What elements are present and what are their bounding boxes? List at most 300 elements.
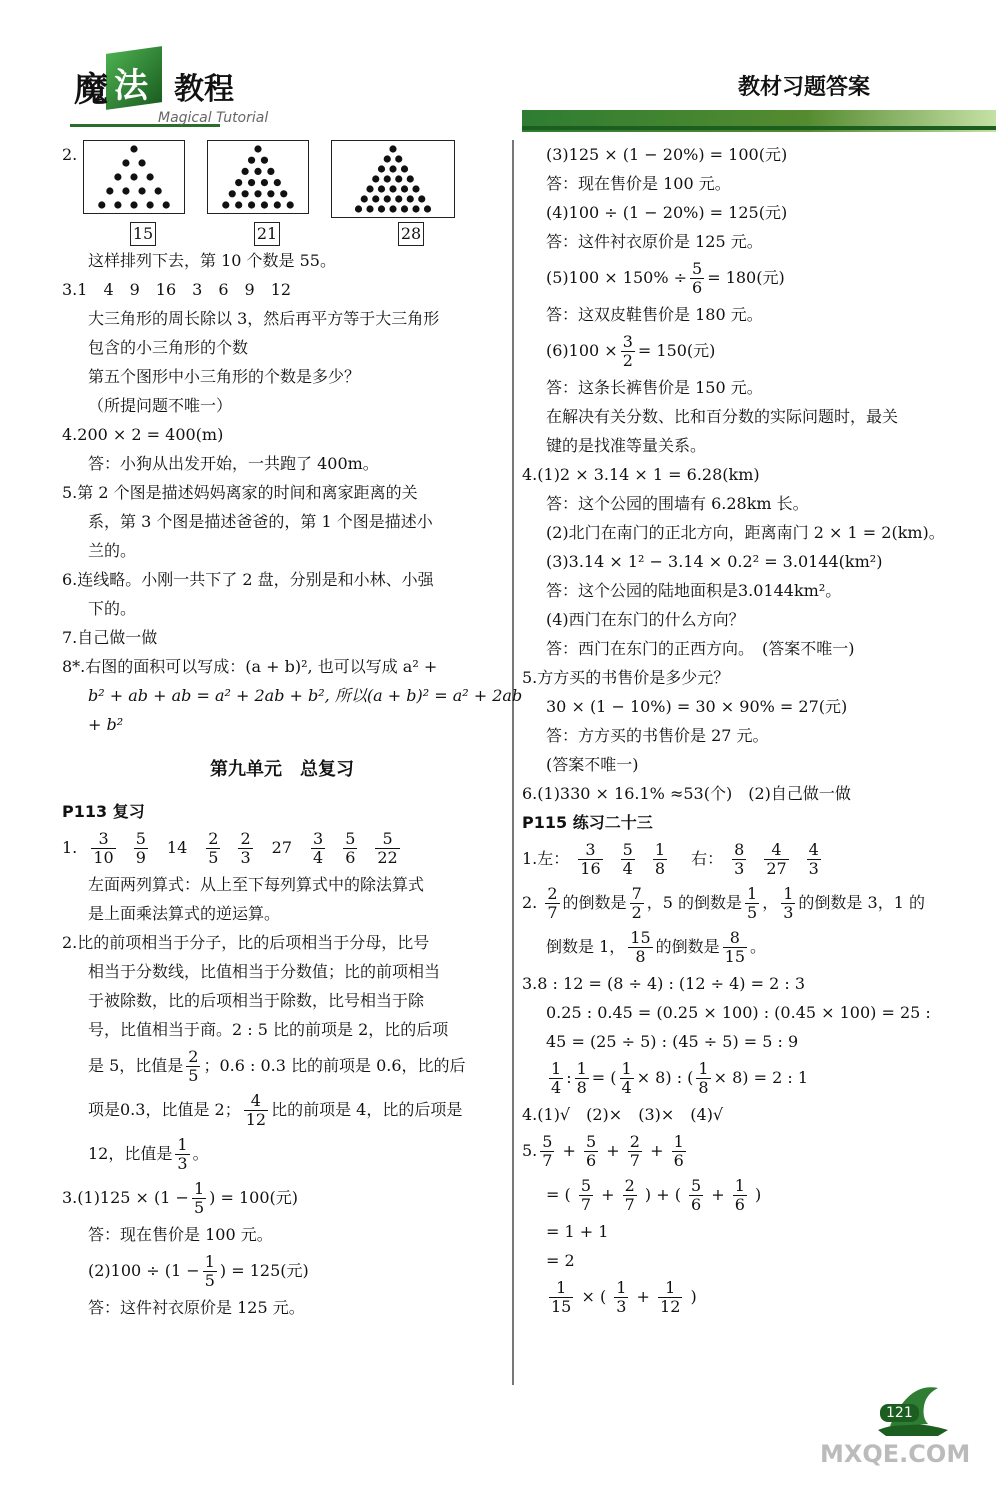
- fraction: [672, 1133, 686, 1170]
- r2-line-6: [62, 1088, 502, 1132]
- e-left-fractions: [569, 840, 676, 878]
- fraction: [575, 1060, 589, 1097]
- i-line-3: = 1 + 1: [546, 1222, 609, 1241]
- denominator: 8: [698, 1078, 709, 1097]
- dot: [115, 173, 122, 180]
- numerator: 1: [783, 884, 794, 903]
- denominator: 8: [635, 947, 646, 966]
- dot: [280, 190, 287, 197]
- denominator: 7: [629, 1151, 640, 1170]
- r3-line-1-a: 3.(1)125 × (1 −: [62, 1188, 189, 1207]
- triangle-label-2: 21: [254, 222, 280, 246]
- denominator: 7: [542, 1151, 553, 1170]
- dot: [367, 185, 374, 192]
- c-line-2: 30 × (1 − 10%) = 30 × 90% = 27(元): [546, 697, 848, 716]
- fraction: [614, 1279, 628, 1316]
- g-line-2: 0.25 : 0.45 = (0.25 × 100) : (0.45 × 100) = 25 :: [546, 1003, 931, 1022]
- numerator: 4: [244, 1092, 268, 1111]
- denominator: 4: [621, 1078, 632, 1097]
- numerator: 5: [580, 1176, 592, 1195]
- fraction: [186, 1048, 200, 1085]
- dot: [139, 159, 146, 166]
- r2-line-7-a: 12，比值是: [88, 1144, 173, 1163]
- fraction: [620, 1060, 634, 1097]
- c-line-3: 答：方方买的书售价是 27 元。: [546, 726, 769, 745]
- triangle-diagrams: [83, 140, 455, 218]
- dot: [235, 201, 242, 208]
- numerator: 3: [578, 841, 602, 860]
- q3-sequence: 3.1 4 9 16 3 6 9 12: [62, 280, 292, 299]
- q3-line-4: （所提问题不唯一）: [88, 396, 233, 415]
- q2-number: 2.: [62, 145, 78, 164]
- denominator: 6: [692, 278, 703, 297]
- r2-line-2: 相当于分数线，比值相当于分数值；比的前项相当: [88, 962, 441, 981]
- dot: [287, 201, 294, 208]
- a-line-7-a: (6)100 ×: [546, 341, 618, 360]
- dot: [107, 187, 114, 194]
- dot: [390, 165, 397, 172]
- dot: [395, 175, 402, 182]
- fraction: [764, 841, 788, 878]
- dot: [115, 201, 122, 208]
- denominator: 2: [631, 903, 642, 922]
- r3-line-3-a: (2)100 ÷ (1 −: [88, 1261, 200, 1280]
- r2-line-6-b: 比的前项是 4，比的后项是: [271, 1100, 463, 1119]
- fraction: [690, 260, 704, 297]
- dot: [372, 195, 379, 202]
- dot: [248, 201, 255, 208]
- numerator: 5: [692, 259, 703, 278]
- g-line-1: 3.8 : 12 = (8 ÷ 4) : (12 ÷ 4) = 2 : 3: [522, 974, 806, 993]
- fraction: [745, 885, 759, 922]
- g-line-3: 45 = (25 ÷ 5) : (45 ÷ 5) = 5 : 9: [546, 1032, 799, 1051]
- dot: [147, 173, 154, 180]
- triangle-diagram-3: [331, 140, 455, 218]
- a-line-5-a: (5)100 × 150% ÷: [546, 268, 688, 287]
- denominator: 15: [551, 1297, 572, 1316]
- fraction: [696, 1060, 710, 1097]
- r3-line-1-b: ) = 100(元): [209, 1188, 299, 1207]
- c-line-4: (答案不唯一): [546, 755, 639, 774]
- a-line-10: 键的是找准等量关系。: [546, 436, 707, 455]
- page-number: 121: [880, 1404, 919, 1422]
- i-line-5: $\frac{1}{15}$ × ( $\frac{1}{3}$ + $\frac{1}{12}$ ): [551, 1278, 697, 1316]
- fraction: 27: [271, 838, 292, 857]
- r2-line-5-a: 是 5，比值是: [88, 1056, 184, 1075]
- denominator: 2: [622, 351, 633, 370]
- dot: [390, 185, 397, 192]
- fraction: [732, 841, 746, 878]
- denominator: 3: [177, 1154, 188, 1173]
- r2-line-7-b: 。: [192, 1144, 209, 1163]
- left-column: [62, 140, 523, 1322]
- numerator: 1: [654, 840, 666, 859]
- numerator: 3: [313, 829, 324, 848]
- fraction: [549, 1060, 563, 1097]
- fraction: 14: [166, 838, 188, 857]
- dot: [274, 201, 281, 208]
- numerator: 4: [764, 841, 788, 860]
- e-right-fractions: [723, 840, 830, 878]
- r2-line-6-a: 项是0.3，比值是 2；: [88, 1100, 241, 1119]
- page-title: 教材习题答案: [737, 75, 870, 100]
- numerator: 1: [673, 1132, 684, 1151]
- numerator: 15: [630, 928, 651, 947]
- q2-figure: [62, 140, 502, 218]
- dot: [401, 205, 408, 212]
- numerator: 2: [624, 1176, 635, 1195]
- fraction: [545, 885, 559, 922]
- numerator: 1: [698, 1059, 709, 1078]
- b-line-5: 答：这个公园的陆地面积是3.0144km²。: [546, 581, 842, 600]
- f-line-1: [522, 881, 972, 925]
- f-text-3: ，: [762, 893, 779, 912]
- dot: [384, 155, 391, 162]
- dot: [355, 205, 362, 212]
- dot: [378, 165, 385, 172]
- q4-line-2: 答：小狗从出发开始，一共跑了 400m。: [88, 454, 379, 473]
- denominator: 12: [245, 1110, 267, 1129]
- fraction: [723, 929, 747, 966]
- numerator: 2: [629, 1132, 640, 1151]
- dot: [361, 195, 368, 202]
- numerator: 1: [193, 1179, 205, 1198]
- f2-text-1: 倒数是 1，: [546, 937, 626, 956]
- b-line-7: 答：西门在东门的正西方向。 (答案不唯一): [546, 639, 855, 658]
- denominator: 7: [580, 1195, 592, 1214]
- a-line-8: 答：这条长裤售价是 150 元。: [546, 378, 763, 397]
- dot: [378, 185, 385, 192]
- dot: [123, 187, 130, 194]
- f2-text-2: 的倒数是: [655, 937, 720, 956]
- denominator: 3: [783, 903, 794, 922]
- fraction: [343, 830, 357, 867]
- a-line-5-b: = 180(元): [707, 268, 785, 287]
- q6-line-1: 6.连线略。小刚一共下了 2 盘，分别是和小林、小强: [62, 570, 434, 589]
- numerator: 1: [551, 1059, 562, 1078]
- denominator: 3: [240, 848, 251, 867]
- fraction: [621, 333, 635, 370]
- denominator: 5: [188, 1066, 199, 1085]
- dot: [255, 190, 262, 197]
- watermark: MXQE.COM: [820, 1440, 971, 1468]
- logo-char-mo: 魔: [74, 70, 108, 110]
- q3-line-2: 包含的小三角形的个数: [88, 338, 249, 357]
- denominator: 6: [691, 1195, 702, 1214]
- section-title: 第九单元 总复习: [210, 759, 354, 780]
- subsection-p113: P113 复习: [62, 802, 145, 821]
- dot: [147, 201, 154, 208]
- triangle-diagram-2: [207, 140, 309, 214]
- dot: [163, 201, 170, 208]
- fraction: [175, 1136, 189, 1173]
- numerator: 2: [240, 829, 251, 848]
- triangle-label-1: 15: [130, 222, 156, 246]
- denominator: 7: [624, 1195, 635, 1214]
- numerator: 8: [723, 929, 747, 948]
- r1-fractions: [62, 826, 502, 870]
- dot: [229, 190, 236, 197]
- b-line-4: (3)3.14 × 1² − 3.14 × 0.2² = 3.0144(km²): [546, 552, 883, 571]
- triangle-labels: [130, 222, 502, 246]
- dot: [131, 145, 138, 152]
- fraction: [658, 1279, 682, 1316]
- r2-line-3: 于被除数，比的后项相当于除数，比号相当于除: [88, 991, 425, 1010]
- numerator: 5: [586, 1132, 597, 1151]
- dot: [384, 175, 391, 182]
- denominator: 3: [734, 859, 745, 878]
- fraction: [623, 1177, 637, 1214]
- fraction: [807, 841, 821, 878]
- r3-line-4: 答：这件衬衣原价是 125 元。: [88, 1298, 305, 1317]
- dot: [390, 145, 397, 152]
- denominator: 6: [734, 1195, 745, 1214]
- r2-line-7: [62, 1132, 502, 1176]
- f-text-4: 的倒数是 3，1 的: [798, 893, 925, 912]
- a-line-3: (4)100 ÷ (1 − 20%) = 125(元): [546, 203, 788, 222]
- denominator: 22: [377, 848, 398, 867]
- denominator: 16: [580, 859, 601, 878]
- dot: [242, 168, 249, 175]
- q8-line-1: 8*.右图的面积可以写成：(a + b)², 也可以写成 a² +: [62, 657, 438, 676]
- fraction: [628, 929, 652, 966]
- denominator: 5: [747, 903, 758, 922]
- fraction: [203, 1253, 217, 1290]
- r2-line-5: [62, 1044, 502, 1088]
- denominator: 5: [204, 1271, 215, 1290]
- numerator: 1: [177, 1135, 188, 1154]
- dot: [407, 175, 414, 182]
- q3-line-3: 第五个图形中小三角形的个数是多少？: [88, 367, 361, 386]
- r1-line-2: 左面两列算式：从上至下每列算式中的除法算式: [88, 875, 425, 894]
- r2-line-5-b: ；0.6 : 0.3 比的前项是 0.6，比的后: [203, 1056, 466, 1075]
- numerator: 5: [135, 829, 146, 848]
- a-line-2: 答：现在售价是 100 元。: [546, 174, 731, 193]
- dot: [248, 179, 255, 186]
- dot: [131, 201, 138, 208]
- numerator: 7: [631, 884, 642, 903]
- b-line-6: (4)西门在东门的什么方向？: [546, 610, 745, 629]
- numerator: 1: [549, 1279, 573, 1298]
- e-right-label: 右：: [691, 849, 724, 868]
- numerator: 2: [208, 829, 219, 848]
- dot: [248, 157, 255, 164]
- a-line-4: 答：这件衬衣原价是 125 元。: [546, 232, 763, 251]
- g4-op-2: = (: [591, 1068, 617, 1087]
- denominator: 7: [547, 903, 558, 922]
- f-number: 2.: [522, 893, 538, 912]
- f2-text-3: 。: [750, 937, 767, 956]
- a-line-1: (3)125 × (1 − 20%) = 100(元): [546, 145, 788, 164]
- fraction: [630, 885, 644, 922]
- i-line-4: = 2: [546, 1251, 575, 1270]
- g4-op-3: × 8) : (: [636, 1068, 694, 1087]
- numerator: 4: [808, 840, 819, 859]
- dot: [242, 190, 249, 197]
- i-line-1: 5. $\frac{5}{7}$ + $\frac{5}{6}$ + $\frac{2}{7}$ + $\frac{1}{6}$: [522, 1132, 684, 1170]
- dot: [401, 165, 408, 172]
- dot: [222, 201, 229, 208]
- q5-line-1: 5.第 2 个图是描述妈妈离家的时间和离家距离的关: [62, 483, 418, 502]
- denominator: 8: [654, 859, 666, 878]
- fraction: [578, 841, 602, 878]
- fraction: [733, 1177, 747, 1214]
- triangle-label-3: 28: [398, 222, 424, 246]
- q7: 7.自己做一做: [62, 628, 158, 647]
- dot: [261, 157, 268, 164]
- header-bar-line: [522, 126, 996, 130]
- r3-line-3: [62, 1249, 502, 1293]
- f-text-2: ，5 的倒数是: [646, 893, 743, 912]
- fraction: [244, 1092, 268, 1129]
- denominator: 3: [616, 1297, 627, 1316]
- r1-number: 1.: [62, 838, 78, 857]
- dot: [255, 145, 262, 152]
- denominator: 5: [193, 1198, 205, 1217]
- dot: [123, 159, 130, 166]
- dot: [424, 205, 431, 212]
- dot: [413, 205, 420, 212]
- dot: [401, 185, 408, 192]
- dot: [395, 195, 402, 202]
- r2-line-1: 2.比的前项相当于分子，比的后项相当于分母，比号: [62, 933, 430, 952]
- fraction: [375, 830, 399, 867]
- numerator: 2: [547, 884, 558, 903]
- dot: [395, 155, 402, 162]
- column-divider: [512, 140, 514, 1385]
- q5-line-3: 兰的。: [88, 541, 137, 560]
- q2-answer: 这样排列下去，第 10 个数是 55。: [88, 251, 336, 270]
- r3-line-3-b: ) = 125(元): [219, 1261, 309, 1280]
- dot: [155, 187, 162, 194]
- numerator: 1: [204, 1252, 215, 1271]
- denominator: 6: [673, 1151, 684, 1170]
- logo-subtitle: Magical Tutorial: [158, 110, 269, 126]
- dot: [255, 168, 262, 175]
- r3-line-1: [62, 1176, 502, 1220]
- denominator: 3: [808, 859, 819, 878]
- logo-title: 教程: [174, 72, 234, 107]
- g-line-4: [522, 1056, 972, 1100]
- e-line: [522, 837, 972, 881]
- numerator: 3: [91, 830, 115, 849]
- a-line-7: [522, 329, 972, 373]
- numerator: 2: [188, 1047, 199, 1066]
- denominator: 10: [93, 848, 114, 867]
- c-line-1: 5.方方买的书售价是多少元？: [522, 668, 730, 687]
- h-line-1: 4.(1)√ (2)× (3)× (4)√: [522, 1105, 724, 1124]
- denominator: 6: [586, 1151, 597, 1170]
- numerator: 3: [622, 332, 633, 351]
- denominator: 5: [208, 848, 219, 867]
- triangle-diagram-1: [83, 140, 185, 214]
- dot: [367, 205, 374, 212]
- numerator: 5: [542, 1132, 553, 1151]
- numerator: 1: [734, 1176, 745, 1195]
- dot: [235, 179, 242, 186]
- denominator: 8: [576, 1078, 587, 1097]
- d-line-1: 6.(1)330 × 16.1% ≈53(个) (2)自己做一做: [522, 784, 851, 803]
- q3-line-1: 大三角形的周长除以 3，然后再平方等于大三角形: [88, 309, 440, 328]
- dot: [407, 195, 414, 202]
- dot: [413, 185, 420, 192]
- a-line-5: [522, 256, 972, 300]
- f-line-2: [522, 925, 972, 969]
- r1-line-3: 是上面乘法算式的逆运算。: [88, 904, 281, 923]
- q6-line-2: 下的。: [88, 599, 137, 618]
- denominator: 9: [135, 848, 146, 867]
- e-left-label: 1.左：: [522, 849, 570, 868]
- dot: [139, 187, 146, 194]
- a-line-6: 答：这双皮鞋售价是 180 元。: [546, 305, 763, 324]
- fraction: [781, 885, 795, 922]
- dot: [261, 201, 268, 208]
- numerator: 1: [616, 1278, 627, 1297]
- dot: [418, 195, 425, 202]
- subsection-p115: P115 练习二十三: [522, 813, 653, 832]
- numerator: 5: [375, 830, 399, 849]
- b-line-2: 答：这个公园的围墙有 6.28km 长。: [546, 494, 809, 513]
- fraction: [206, 830, 220, 867]
- fraction: [91, 830, 115, 867]
- q8-line-3: + b²: [88, 715, 124, 734]
- numerator: 1: [747, 884, 758, 903]
- fraction: [584, 1133, 598, 1170]
- g4-op-1: :: [566, 1068, 572, 1087]
- denominator: 27: [766, 859, 787, 878]
- q5-line-2: 系，第 3 个图是描述爸爸的，第 1 个图是描述小: [88, 512, 433, 531]
- g4-op-4: × 8) = 2 : 1: [713, 1068, 809, 1087]
- denominator: 4: [313, 848, 324, 867]
- r3-line-2: 答：现在售价是 100 元。: [88, 1225, 273, 1244]
- denominator: 6: [345, 848, 356, 867]
- dot: [98, 201, 105, 208]
- dot: [268, 168, 275, 175]
- fraction: [653, 841, 667, 878]
- logo: [66, 50, 306, 130]
- numerator: 1: [658, 1279, 682, 1298]
- denominator: 15: [724, 947, 746, 966]
- fraction: [689, 1177, 703, 1214]
- r2-line-4: 号，比值相当于商。2 : 5 比的前项是 2，比的后项: [88, 1020, 449, 1039]
- i-number: 5.: [522, 1141, 538, 1160]
- dot: [390, 205, 397, 212]
- numerator: 5: [622, 840, 633, 859]
- dot: [378, 205, 385, 212]
- denominator: 4: [551, 1078, 562, 1097]
- fraction: [621, 841, 635, 878]
- b-line-3: (2)北门在南门的正北方向，距离南门 2 × 1 = 2(km)。: [546, 523, 945, 542]
- numerator: 5: [345, 829, 356, 848]
- fraction: [549, 1279, 573, 1316]
- dot: [131, 173, 138, 180]
- fraction: [628, 1133, 642, 1170]
- q4-line-1: 4.200 × 2 = 400(m): [62, 425, 224, 444]
- i-line-2: = ( $\frac{5}{7}$ + $\frac{2}{7}$ ) + ( $\frac{5}{6}$ + $\frac{1}{6}$ ): [546, 1176, 762, 1214]
- a-line-7-b: = 150(元): [637, 341, 716, 360]
- dot: [268, 190, 275, 197]
- fraction: [238, 830, 252, 867]
- logo-char-fa: 法: [114, 66, 148, 106]
- numerator: 1: [621, 1059, 632, 1078]
- denominator: 4: [622, 859, 633, 878]
- numerator: 8: [734, 840, 745, 859]
- dot: [384, 195, 391, 202]
- b-line-1: 4.(1)2 × 3.14 × 1 = 6.28(km): [522, 465, 760, 484]
- r1-fraction-list: [82, 829, 408, 867]
- dot: [372, 175, 379, 182]
- fraction: [540, 1133, 554, 1170]
